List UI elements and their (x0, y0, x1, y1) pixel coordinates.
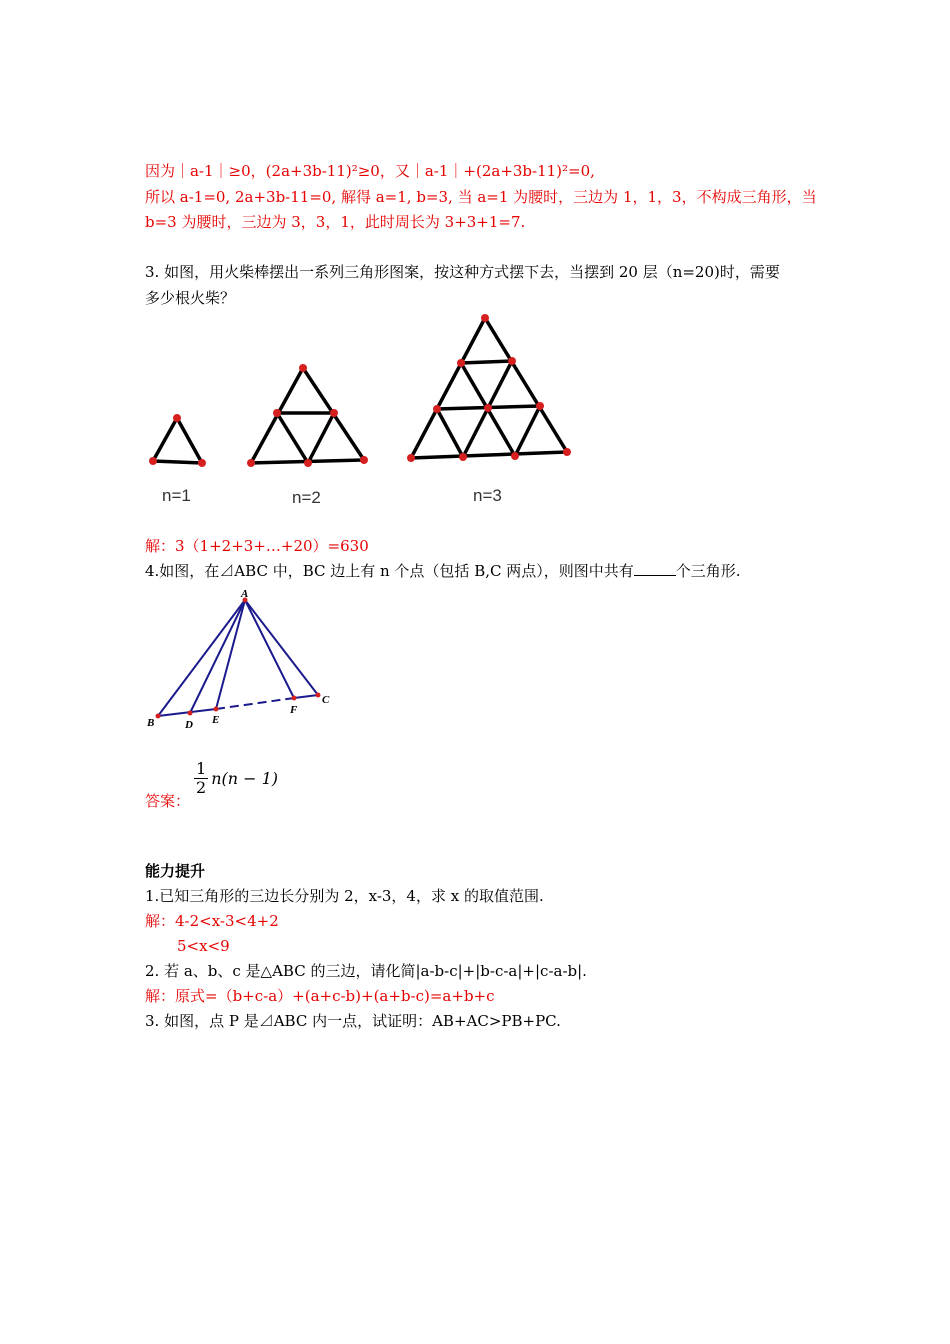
prev-solution-line-3: b=3 为腰时，三边为 3，3，1，此时周长为 3+3+1=7. (145, 213, 526, 231)
answer-blank (634, 561, 676, 576)
p1-solution-1: 解：4-2<x-3<4+2 (145, 912, 279, 930)
point-label-f: F (290, 704, 298, 716)
q3-solution: 解：3（1+2+3+…+20）=630 (145, 537, 369, 555)
p3-question: 3. 如图，点 P 是⊿ABC 内一点，试证明：AB+AC>PB+PC. (145, 1012, 561, 1030)
matchstick-triangles-figure (140, 305, 580, 515)
prev-solution-line-2: 所以 a-1=0, 2a+3b-11=0, 解得 a=1, b=3, 当 a=1 为腰时，三边为 1，1，3，不构成三角形，当 (145, 188, 817, 206)
label-n1: n=1 (162, 486, 191, 505)
point-label-c: C (322, 694, 330, 706)
label-n2: n=2 (292, 488, 321, 507)
formula-expression: n(n − 1) (211, 769, 279, 788)
point-label-b: B (147, 717, 155, 729)
q4-text (145, 561, 741, 581)
p2-solution: 解：原式=（b+c-a）+(a+c-b)+(a+b-c)=a+b+c (145, 987, 495, 1005)
p1-question: 1.已知三角形的三边长分别为 2，x-3，4，求 x 的取值范围. (145, 887, 544, 905)
q4-text-after: 个三角形. (675, 562, 741, 580)
q4-text-before: 4.如图，在⊿ABC 中，BC 边上有 n 个点（包括 B,C 两点），则图中共有 (145, 562, 634, 580)
fraction-numerator: 1 (196, 759, 207, 778)
label-n3: n=3 (473, 486, 502, 505)
section-title: 能力提升 (145, 862, 206, 880)
fraction-denominator: 2 (196, 778, 207, 797)
p1-solution-2: 5<x<9 (177, 937, 230, 955)
p2-question: 2. 若 a、b、c 是△ABC 的三边，请化简|a-b-c|+|b-c-a|+|c-a-b|. (145, 962, 587, 980)
triangle-n3 (411, 318, 567, 458)
point-label-a: A (241, 588, 249, 600)
point-label-e: E (212, 714, 220, 726)
point-label-d: D (185, 719, 193, 731)
triangle-n1 (153, 418, 202, 463)
q3-text-line-1: 3. 如图，用火柴棒摆出一系列三角形图案，按这种方式摆下去，当摆到 20 层（n=20)时，需要 (145, 263, 780, 281)
prev-solution-line-1: 因为｜a-1｜≥0，(2a+3b-11)²≥0，又｜a-1｜+(2a+3b-11)²=0, (145, 162, 595, 180)
triangle-abc-figure (140, 585, 340, 735)
q4-answer-label: 答案： (145, 792, 191, 810)
q3-text-line-2: 多少根火柴？ (145, 289, 236, 307)
triangle-n2 (251, 368, 364, 463)
answer-formula (194, 760, 278, 797)
